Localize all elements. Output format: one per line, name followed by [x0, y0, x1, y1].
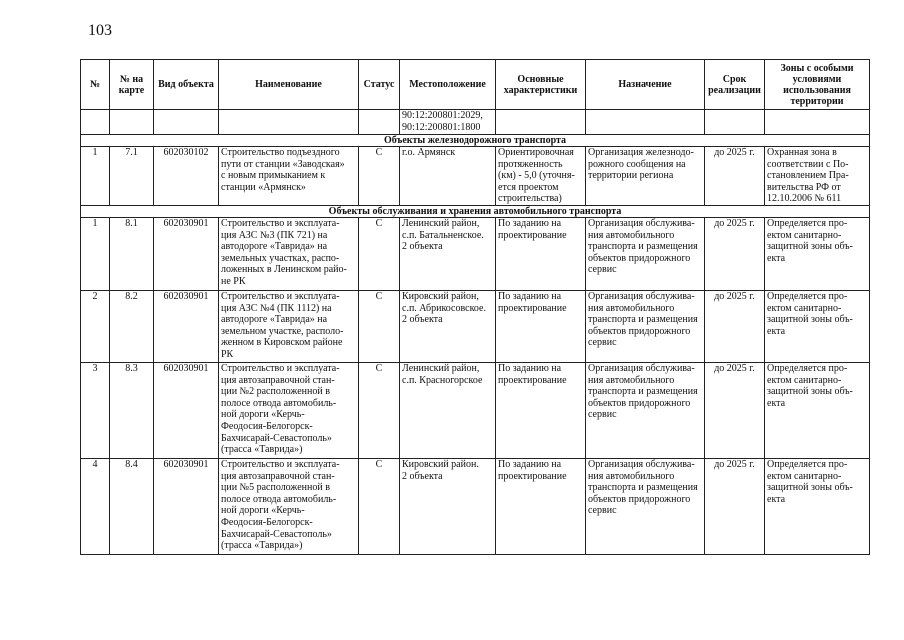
col-header-term: Срок реализации [705, 60, 765, 110]
col-header-status: Статус [359, 60, 400, 110]
row-name: Строительство и эксплуата- ция АЗС №4 (ПК 1112) на автодороге «Таврида» на земельном участке, располо- женном в Кировском районе РК [219, 290, 359, 362]
row-num: 3 [81, 362, 110, 458]
col-header-specs: Основные характеристики [496, 60, 586, 110]
planned-objects-table [80, 59, 870, 555]
row-term: до 2025 г. [705, 147, 765, 206]
row-specs: По заданию на проектирование [496, 217, 586, 290]
row-status: С [359, 458, 400, 554]
section-header-row [81, 205, 870, 217]
continuation-row [81, 110, 870, 135]
row-purpose: Организация обслужива- ния автомобильного транспорта и размещения объектов придорожного сервис [586, 362, 705, 458]
section-header-row [81, 135, 870, 147]
row-type: 602030901 [154, 362, 219, 458]
row-specs: По заданию на проектирование [496, 290, 586, 362]
row-status: С [359, 290, 400, 362]
row-map-num: 8.3 [110, 362, 154, 458]
row-location: Кировский район. 2 объекта [400, 458, 496, 554]
row-specs: Ориентировочная протяженность (км) - 5,0 (уточня- ется проектом строительства) [496, 147, 586, 206]
row-num: 1 [81, 147, 110, 206]
table-row [81, 290, 870, 362]
row-status: С [359, 217, 400, 290]
row-term: до 2025 г. [705, 217, 765, 290]
col-header-purpose: Назначение [586, 60, 705, 110]
row-purpose: Организация обслужива- ния автомобильного транспорта и размещения объектов придорожного сервис [586, 458, 705, 554]
section-title-rail: Объекты железнодорожного транспорта [81, 135, 870, 147]
row-type: 602030901 [154, 217, 219, 290]
row-zones: Определяется про- ектом санитарно- защитной зоны объ- екта [765, 458, 870, 554]
row-location: Ленинский район, с.п. Батальненское. 2 объекта [400, 217, 496, 290]
col-header-location: Местоположение [400, 60, 496, 110]
table-row [81, 217, 870, 290]
row-status: С [359, 362, 400, 458]
row-term: до 2025 г. [705, 458, 765, 554]
row-term: до 2025 г. [705, 362, 765, 458]
row-num: 1 [81, 217, 110, 290]
col-header-type: Вид объекта [154, 60, 219, 110]
row-type: 602030901 [154, 290, 219, 362]
row-zones: Определяется про- ектом санитарно- защитной зоны объ- екта [765, 217, 870, 290]
section-title-auto: Объекты обслуживания и хранения автомобильного транспорта [81, 205, 870, 217]
row-type: 602030901 [154, 458, 219, 554]
row-specs: По заданию на проектирование [496, 458, 586, 554]
row-map-num: 8.1 [110, 217, 154, 290]
row-map-num: 8.2 [110, 290, 154, 362]
table-row [81, 147, 870, 206]
row-name: Строительство и эксплуата- ция автозаправочной стан- ции №2 расположенной в полосе отвода автомобиль- ной дороги «Керчь- Феодосия-Белогорск- Бахчисарай-Севастополь» (трасса «Таврида») [219, 362, 359, 458]
row-num: 4 [81, 458, 110, 554]
table-row [81, 458, 870, 554]
table-row [81, 362, 870, 458]
row-purpose: Организация обслужива- ния автомобильного транспорта и размещения объектов придорожного сервис [586, 217, 705, 290]
row-location: Кировский район, с.п. Абрикосовское. 2 объекта [400, 290, 496, 362]
row-map-num: 7.1 [110, 147, 154, 206]
row-zones: Определяется про- ектом санитарно- защитной зоны объ- екта [765, 290, 870, 362]
row-term: до 2025 г. [705, 290, 765, 362]
row-status: С [359, 147, 400, 206]
col-header-name: Наименование [219, 60, 359, 110]
continuation-location: 90:12:200801:2029, 90:12:200801:1800 [400, 110, 496, 135]
row-zones: Охранная зона в соответствии с По- становлением Пра- вительства РФ от 12.10.2006 № 611 [765, 147, 870, 206]
row-purpose: Организация железнодо- рожного сообщения на территории региона [586, 147, 705, 206]
col-header-map-num: № на карте [110, 60, 154, 110]
table-header-row [81, 60, 870, 110]
col-header-num: № [81, 60, 110, 110]
row-name: Строительство и эксплуата- ция автозаправочной стан- ции №5 расположенной в полосе отвода автомобиль- ной дороги «Керчь- Феодосия-Белогорск- Бахчисарай-Севастополь» (трасса «Таврида») [219, 458, 359, 554]
col-header-zones: Зоны с особыми условиями использования территории [765, 60, 870, 110]
row-name: Строительство подъездного пути от станции «Заводская» с новым примыканием к станции «Армянск» [219, 147, 359, 206]
row-location: Ленинский район, с.п. Красногорское [400, 362, 496, 458]
row-type: 602030102 [154, 147, 219, 206]
row-purpose: Организация обслужива- ния автомобильного транспорта и размещения объектов придорожного сервис [586, 290, 705, 362]
row-name: Строительство и эксплуата- ция АЗС №3 (ПК 721) на автодороге «Таврида» на земельных участках, распо- ложенных в Ленинском райо- не РК [219, 217, 359, 290]
row-location: г.о. Армянск [400, 147, 496, 206]
row-specs: По заданию на проектирование [496, 362, 586, 458]
row-map-num: 8.4 [110, 458, 154, 554]
row-zones: Определяется про- ектом санитарно- защитной зоны объ- екта [765, 362, 870, 458]
row-num: 2 [81, 290, 110, 362]
page-number: 103 [88, 22, 112, 39]
